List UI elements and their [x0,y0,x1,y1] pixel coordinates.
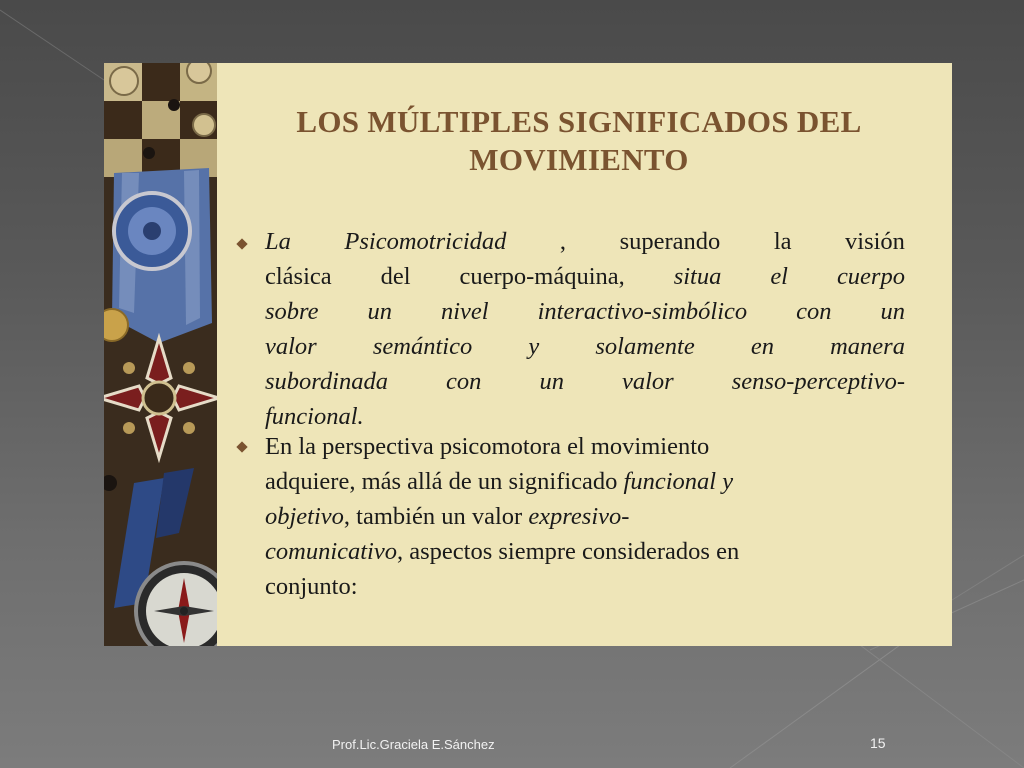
bullet-2-line-1: En la perspectiva psicomotora el movimiento [265,433,710,460]
bullet-1-line-2: clásica del cuerpo-máquina, situa el cuerpo [265,263,905,290]
slide-title [229,103,929,179]
bullet-1 [265,224,905,434]
slide-image [104,63,952,646]
bullet-1-line-1: La Psicomotricidad , superando la visión [265,228,905,255]
collage-image [104,63,217,646]
bullet-1-line-4: valor semántico y solamente en manera [265,333,905,360]
bullet-2-line-3: objetivo, también un valor expresivo- [265,503,630,530]
page-number: 15 [870,735,886,751]
bullet-2-line-5: conjunto: [265,573,358,600]
bullet-1-line-5: subordinada con un valor senso-perceptivo- [265,368,905,395]
title-line-2: MOVIMIENTO [469,142,689,177]
footer-author: Prof.Lic.Graciela E.Sánchez [332,737,495,752]
bullet-2 [265,429,925,604]
bullet-2-line-2: adquiere, más allá de un significado funcional y [265,468,734,495]
bullet-1-line-6: funcional. [265,403,364,430]
bullet-1-line-3: sobre un nivel interactivo-simbólico con un [265,298,905,325]
title-line-1: LOS MÚLTIPLES SIGNIFICADOS DEL [296,104,862,139]
bullet-2-line-4: comunicativo, aspectos siempre considerados en [265,538,740,565]
